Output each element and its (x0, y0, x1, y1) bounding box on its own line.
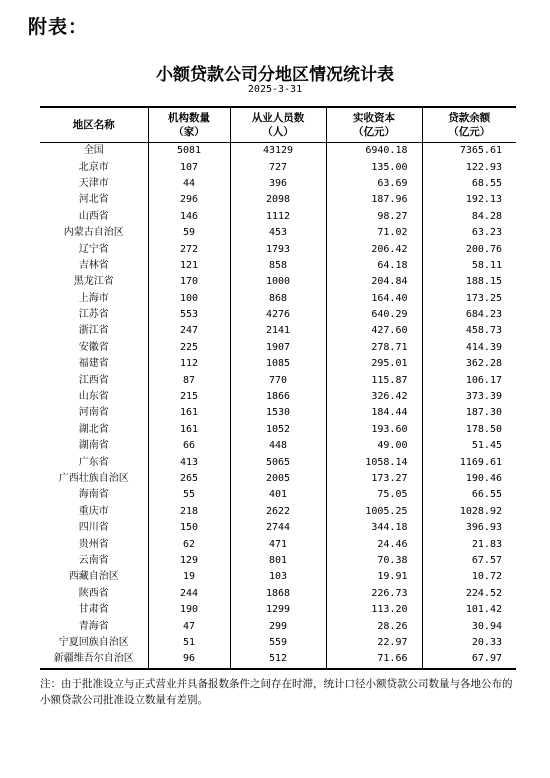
table-row (40, 422, 516, 438)
cell-loans: 63.23 (422, 225, 516, 241)
cell-region: 河南省 (78, 407, 109, 419)
cell-loans: 106.17 (422, 372, 516, 388)
cell-staff: 512 (230, 651, 326, 668)
table-row (40, 176, 516, 192)
cell-staff: 1000 (230, 274, 326, 290)
cell-region: 北京市 (78, 161, 109, 173)
cell-institutions: 19 (148, 569, 230, 585)
cell-region: 湖南省 (78, 440, 109, 452)
header-loans-line1: 贷款余额 (448, 112, 491, 124)
table-row (40, 438, 516, 454)
header-capital (326, 107, 422, 143)
cell-loans: 84.28 (422, 209, 516, 225)
cell-region: 山东省 (78, 391, 109, 403)
cell-staff: 2622 (230, 504, 326, 520)
cell-region: 全国 (83, 145, 104, 157)
cell-institutions: 265 (148, 471, 230, 487)
cell-region: 四川省 (78, 522, 109, 534)
table-row (40, 192, 516, 208)
cell-region: 陕西省 (78, 587, 109, 599)
cell-institutions: 87 (148, 372, 230, 388)
table-body (40, 143, 516, 669)
cell-staff: 727 (230, 159, 326, 175)
cell-staff: 43129 (230, 143, 326, 160)
cell-capital: 640.29 (326, 307, 422, 323)
table-row (40, 586, 516, 602)
table-row (40, 258, 516, 274)
header-staff (230, 107, 326, 143)
cell-institutions: 62 (148, 536, 230, 552)
table-row (40, 307, 516, 323)
cell-capital: 49.00 (326, 438, 422, 454)
cell-institutions: 47 (148, 618, 230, 634)
table-row (40, 143, 516, 160)
cell-capital: 135.00 (326, 159, 422, 175)
cell-region: 西藏自治区 (68, 571, 119, 583)
cell-loans: 178.50 (422, 422, 516, 438)
cell-region: 宁夏回族自治区 (58, 636, 129, 648)
cell-institutions: 244 (148, 586, 230, 602)
cell-loans: 373.39 (422, 389, 516, 405)
cell-loans: 1028.92 (422, 504, 516, 520)
footnote: 注：由于批准设立与正式营业并具备报数条件之间存在时滞，统计口径小额贷款公司数量与各地公布的小额贷款公司批准设立数量有差别。 (40, 678, 513, 706)
cell-loans: 224.52 (422, 586, 516, 602)
cell-staff: 448 (230, 438, 326, 454)
cell-loans: 67.57 (422, 553, 516, 569)
cell-region: 河北省 (78, 194, 109, 206)
cell-loans: 190.46 (422, 471, 516, 487)
cell-region: 浙江省 (78, 325, 109, 337)
cell-capital: 206.42 (326, 241, 422, 257)
table-row (40, 241, 516, 257)
cell-loans: 414.39 (422, 340, 516, 356)
cell-institutions: 296 (148, 192, 230, 208)
cell-staff: 1866 (230, 389, 326, 405)
cell-staff: 396 (230, 176, 326, 192)
cell-institutions: 59 (148, 225, 230, 241)
table-row (40, 536, 516, 552)
cell-capital: 75.05 (326, 487, 422, 503)
cell-loans: 458.73 (422, 323, 516, 339)
cell-staff: 1868 (230, 586, 326, 602)
header-institutions (148, 107, 230, 143)
report-date: 2025-3-31 (247, 84, 303, 95)
header-loans-line2: （亿元） (448, 126, 491, 138)
header-institutions-line2: （家） (173, 126, 205, 138)
header-institutions-line1: 机构数量 (168, 112, 210, 124)
table-row (40, 602, 516, 618)
cell-region: 甘肃省 (78, 604, 109, 616)
cell-staff: 2744 (230, 520, 326, 536)
cell-capital: 22.97 (326, 635, 422, 651)
cell-institutions: 247 (148, 323, 230, 339)
cell-institutions: 190 (148, 602, 230, 618)
table-row (40, 454, 516, 470)
cell-institutions: 5081 (148, 143, 230, 160)
cell-staff: 801 (230, 553, 326, 569)
cell-region: 辽宁省 (78, 243, 109, 255)
cell-staff: 868 (230, 291, 326, 307)
table-row (40, 340, 516, 356)
cell-loans: 30.94 (422, 618, 516, 634)
cell-institutions: 215 (148, 389, 230, 405)
cell-region: 重庆市 (78, 505, 109, 517)
cell-institutions: 55 (148, 487, 230, 503)
cell-loans: 101.42 (422, 602, 516, 618)
cell-staff: 770 (230, 372, 326, 388)
cell-capital: 71.66 (326, 651, 422, 668)
table-row (40, 389, 516, 405)
cell-capital: 115.87 (326, 372, 422, 388)
cell-staff: 1907 (230, 340, 326, 356)
cell-capital: 326.42 (326, 389, 422, 405)
cell-staff: 471 (230, 536, 326, 552)
cell-capital: 295.01 (326, 356, 422, 372)
cell-institutions: 161 (148, 405, 230, 421)
cell-capital: 427.60 (326, 323, 422, 339)
cell-staff: 453 (230, 225, 326, 241)
table-row (40, 635, 516, 651)
cell-loans: 66.55 (422, 487, 516, 503)
table-row (40, 520, 516, 536)
table-row (40, 487, 516, 503)
cell-institutions: 44 (148, 176, 230, 192)
cell-institutions: 218 (148, 504, 230, 520)
table-row (40, 209, 516, 225)
cell-loans: 684.23 (422, 307, 516, 323)
cell-region: 贵州省 (78, 538, 109, 550)
cell-capital: 187.96 (326, 192, 422, 208)
cell-institutions: 272 (148, 241, 230, 257)
cell-capital: 344.18 (326, 520, 422, 536)
cell-staff: 401 (230, 487, 326, 503)
cell-region: 福建省 (78, 358, 109, 370)
cell-staff: 858 (230, 258, 326, 274)
cell-region: 海南省 (78, 489, 109, 501)
cell-region: 新疆维吾尔自治区 (53, 653, 134, 665)
cell-capital: 24.46 (326, 536, 422, 552)
cell-institutions: 150 (148, 520, 230, 536)
cell-capital: 1058.14 (326, 454, 422, 470)
cell-loans: 187.30 (422, 405, 516, 421)
cell-capital: 164.40 (326, 291, 422, 307)
cell-capital: 278.71 (326, 340, 422, 356)
cell-capital: 63.69 (326, 176, 422, 192)
cell-staff: 1112 (230, 209, 326, 225)
cell-capital: 71.02 (326, 225, 422, 241)
attachment-label: 附表： (28, 16, 89, 38)
cell-region: 江苏省 (78, 309, 109, 321)
cell-capital: 19.91 (326, 569, 422, 585)
cell-region: 内蒙古自治区 (63, 227, 124, 239)
cell-capital: 98.27 (326, 209, 422, 225)
cell-staff: 2005 (230, 471, 326, 487)
cell-capital: 173.27 (326, 471, 422, 487)
table-row (40, 291, 516, 307)
cell-staff: 4276 (230, 307, 326, 323)
cell-capital: 70.38 (326, 553, 422, 569)
cell-loans: 188.15 (422, 274, 516, 290)
cell-staff: 1085 (230, 356, 326, 372)
cell-region: 青海省 (78, 620, 109, 632)
cell-region: 江西省 (78, 374, 109, 386)
cell-loans: 192.13 (422, 192, 516, 208)
cell-loans: 58.11 (422, 258, 516, 274)
cell-institutions: 553 (148, 307, 230, 323)
table-header-row (40, 107, 516, 143)
cell-institutions: 51 (148, 635, 230, 651)
cell-loans: 67.97 (422, 651, 516, 668)
cell-capital: 113.20 (326, 602, 422, 618)
header-region (40, 107, 148, 143)
table-row (40, 225, 516, 241)
cell-institutions: 225 (148, 340, 230, 356)
cell-institutions: 100 (148, 291, 230, 307)
cell-region: 黑龙江省 (73, 276, 114, 288)
header-capital-line1: 实收资本 (353, 112, 395, 124)
cell-loans: 396.93 (422, 520, 516, 536)
cell-institutions: 129 (148, 553, 230, 569)
table-row (40, 372, 516, 388)
table-row (40, 323, 516, 339)
table-row (40, 471, 516, 487)
header-loans (422, 107, 516, 143)
cell-capital: 204.84 (326, 274, 422, 290)
cell-loans: 362.28 (422, 356, 516, 372)
cell-loans: 1169.61 (422, 454, 516, 470)
cell-institutions: 112 (148, 356, 230, 372)
cell-staff: 5065 (230, 454, 326, 470)
table-row (40, 274, 516, 290)
header-region-label: 地区名称 (72, 119, 115, 131)
cell-staff: 299 (230, 618, 326, 634)
cell-region: 湖北省 (78, 423, 109, 435)
cell-staff: 2098 (230, 192, 326, 208)
cell-capital: 226.73 (326, 586, 422, 602)
table-row (40, 405, 516, 421)
cell-region: 安徽省 (78, 341, 109, 353)
cell-capital: 64.18 (326, 258, 422, 274)
statistics-table (40, 106, 516, 670)
cell-staff: 559 (230, 635, 326, 651)
cell-loans: 68.55 (422, 176, 516, 192)
cell-loans: 173.25 (422, 291, 516, 307)
cell-region: 天津市 (78, 177, 109, 189)
cell-capital: 193.60 (326, 422, 422, 438)
cell-loans: 10.72 (422, 569, 516, 585)
cell-region: 吉林省 (78, 259, 109, 271)
table-row (40, 159, 516, 175)
cell-staff: 1530 (230, 405, 326, 421)
cell-region: 上海市 (78, 292, 109, 304)
cell-capital: 1005.25 (326, 504, 422, 520)
cell-staff: 103 (230, 569, 326, 585)
cell-loans: 51.45 (422, 438, 516, 454)
header-capital-line2: （亿元） (353, 126, 395, 138)
cell-region: 广东省 (78, 456, 109, 468)
cell-loans: 200.76 (422, 241, 516, 257)
cell-staff: 2141 (230, 323, 326, 339)
header-staff-line1: 从业人员数 (251, 112, 305, 124)
cell-loans: 122.93 (422, 159, 516, 175)
table-row (40, 356, 516, 372)
cell-institutions: 107 (148, 159, 230, 175)
cell-institutions: 161 (148, 422, 230, 438)
table-row (40, 618, 516, 634)
table-row (40, 651, 516, 668)
cell-region: 广西壮族自治区 (58, 473, 129, 484)
cell-staff: 1299 (230, 602, 326, 618)
cell-capital: 28.26 (326, 618, 422, 634)
cell-institutions: 170 (148, 274, 230, 290)
header-staff-line2: （人） (262, 126, 294, 138)
table-row (40, 569, 516, 585)
cell-region: 山西省 (78, 210, 109, 222)
cell-capital: 6940.18 (326, 143, 422, 160)
table-row (40, 553, 516, 569)
cell-capital: 184.44 (326, 405, 422, 421)
cell-institutions: 66 (148, 438, 230, 454)
cell-institutions: 146 (148, 209, 230, 225)
cell-loans: 7365.61 (422, 143, 516, 160)
cell-institutions: 96 (148, 651, 230, 668)
cell-staff: 1052 (230, 422, 326, 438)
cell-loans: 21.83 (422, 536, 516, 552)
cell-loans: 20.33 (422, 635, 516, 651)
table-title: 小额贷款公司分地区情况统计表 (156, 65, 394, 85)
cell-institutions: 121 (148, 258, 230, 274)
cell-region: 云南省 (78, 554, 109, 566)
table-row (40, 504, 516, 520)
cell-staff: 1793 (230, 241, 326, 257)
cell-institutions: 413 (148, 454, 230, 470)
